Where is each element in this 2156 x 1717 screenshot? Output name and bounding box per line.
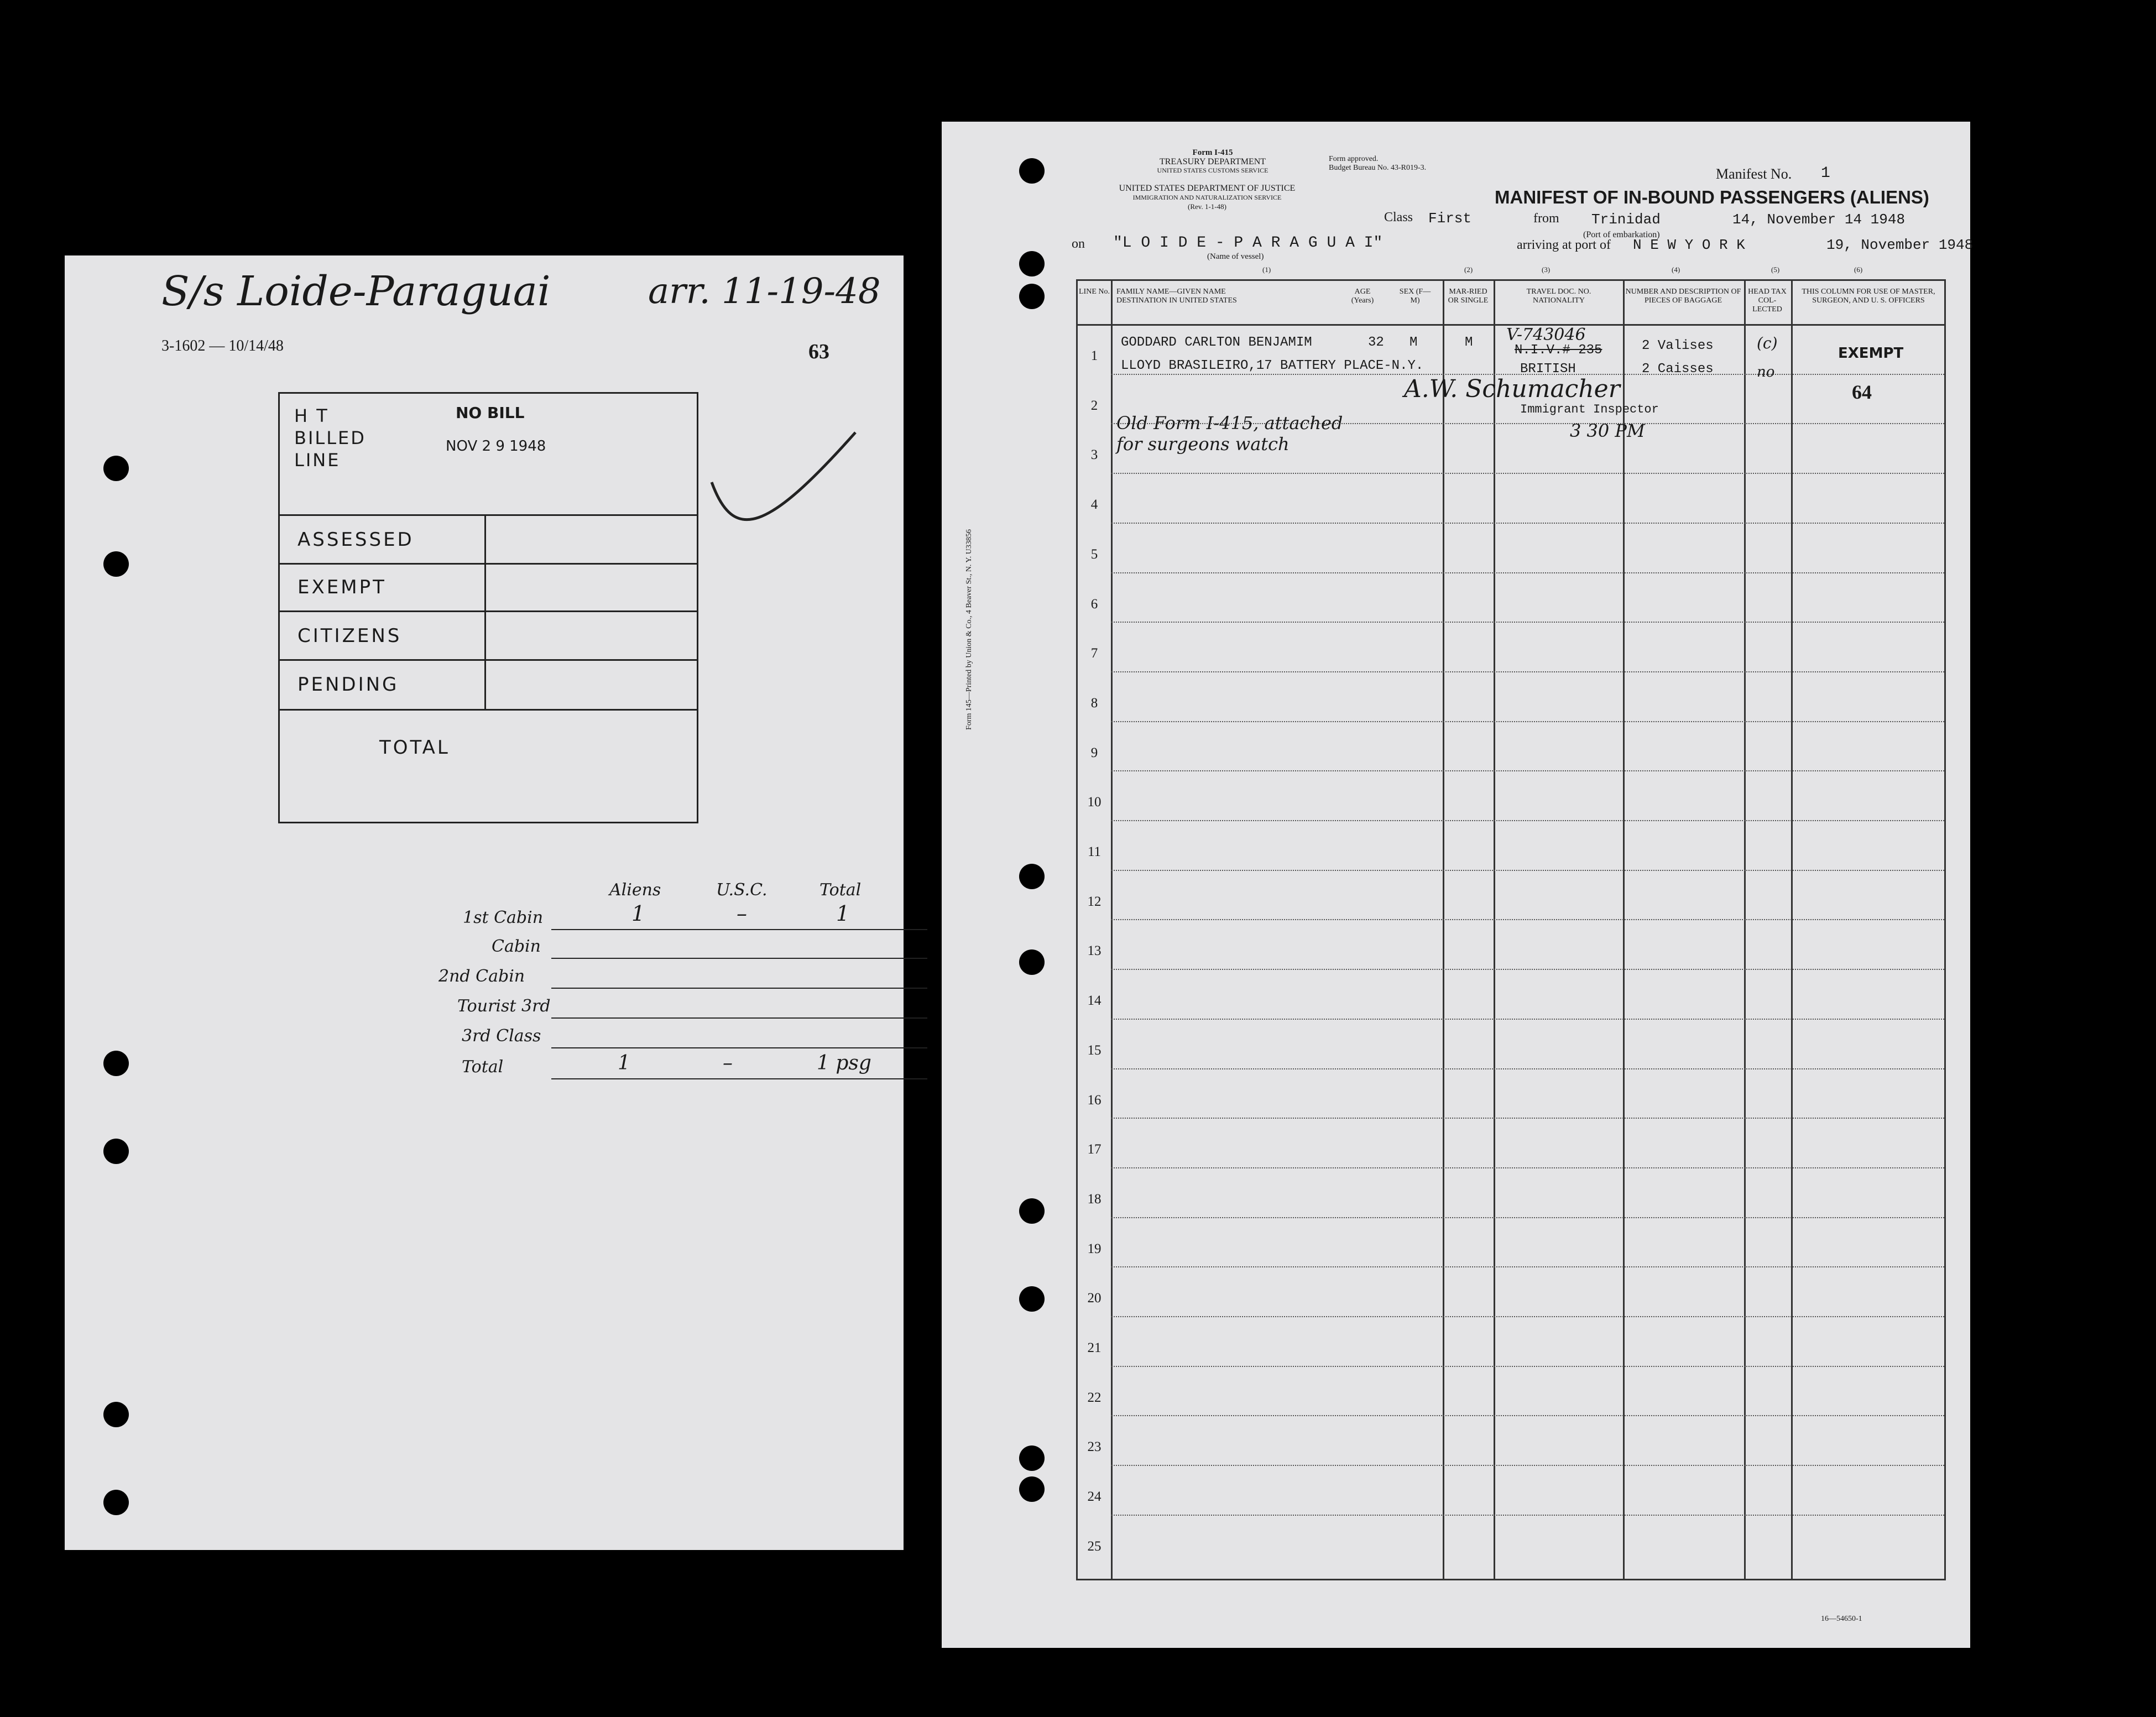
line-number: 13 — [1087, 943, 1102, 959]
embark-date: 14, November 14 1948 — [1732, 211, 1906, 228]
ht-billed-line-label — [294, 405, 366, 471]
row-divider — [1111, 1118, 1944, 1119]
row-divider — [1111, 1167, 1944, 1168]
punch-hole — [1019, 158, 1045, 184]
header-line: LINE No. — [1079, 288, 1110, 296]
ht-label: H T — [294, 405, 329, 426]
side-print: Form 145—Printed by Union & Co., 4 Beaver St., N. Y. U33856 — [965, 529, 973, 730]
total-value: 1 psg — [817, 1052, 871, 1074]
row-divider — [1111, 820, 1944, 821]
form-number: Form I-415 — [1192, 148, 1233, 157]
budget-bureau: Budget Bureau No. 43-R019-3. — [1329, 164, 1427, 172]
header-travel: TRAVEL DOC. NO. NATIONALITY — [1526, 288, 1591, 305]
punch-hole — [103, 1490, 129, 1515]
row-divider — [1111, 770, 1944, 771]
aliens-header: Aliens — [609, 880, 661, 900]
line-number: 4 — [1090, 497, 1098, 513]
row-divider — [1111, 1316, 1944, 1317]
punch-hole — [1019, 1445, 1045, 1471]
note-line-2: for surgeons watch — [1116, 434, 1290, 455]
rev-label: (Rev. 1-1-48) — [1188, 202, 1226, 211]
line-number: 17 — [1087, 1142, 1102, 1157]
time-stamp: 3 30 PM — [1570, 420, 1645, 441]
header-headtax: HEAD TAX COL-LECTED — [1748, 288, 1787, 314]
aliens-value: 1 — [631, 901, 645, 926]
arrival-date: 19, November 1948 — [1826, 237, 1974, 253]
treasury-label: TREASURY DEPARTMENT — [1159, 157, 1266, 166]
justice-label: UNITED STATES DEPARTMENT OF JUSTICE — [1119, 184, 1296, 193]
usc-header: U.S.C. — [716, 880, 768, 900]
line-number: 18 — [1087, 1191, 1102, 1207]
line-number: 1 — [1090, 348, 1098, 363]
citizens-label: CITIZENS — [297, 625, 402, 647]
footer-code: 16—54650-1 — [1821, 1615, 1862, 1623]
from-value: Trinidad — [1591, 211, 1661, 228]
assessed-label: ASSESSED — [297, 529, 414, 551]
line-number: 24 — [1087, 1489, 1102, 1505]
vessel-name: "L O I D E - P A R A G U A I" — [1113, 234, 1383, 252]
row-divider — [1111, 1366, 1944, 1367]
header-baggage: NUMBER AND DESCRIPTION OF PIECES OF BAGGAGE — [1625, 288, 1741, 305]
vessel-caption: (Name of vessel) — [1207, 252, 1264, 261]
line-number: 21 — [1087, 1340, 1102, 1355]
pending-label: PENDING — [297, 674, 399, 696]
col-number: (3) — [1542, 265, 1551, 274]
line-label: LINE — [294, 450, 341, 471]
line-number: 6 — [1090, 596, 1098, 612]
manifest-title: MANIFEST OF IN-BOUND PASSENGERS (ALIENS) — [1495, 187, 1929, 207]
total-header: Total — [819, 880, 862, 900]
row-divider — [1111, 473, 1944, 474]
header-sex: SEX (F—M) — [1399, 288, 1431, 305]
page-reference: 64 — [1852, 381, 1872, 403]
headtax-note: no — [1757, 364, 1775, 380]
inspector-title: Immigrant Inspector — [1520, 403, 1659, 416]
passenger-table — [1076, 279, 1946, 1580]
punch-hole — [103, 456, 129, 481]
row-divider — [1111, 721, 1944, 722]
line-number: 12 — [1087, 894, 1102, 909]
no-bill-stamp: NO BILL — [456, 404, 525, 422]
line-number: 8 — [1090, 695, 1098, 711]
baggage-2: 2 Caisses — [1642, 362, 1714, 377]
summary-card — [65, 255, 904, 1550]
punch-hole — [1019, 1198, 1045, 1224]
col-number: (1) — [1262, 265, 1271, 274]
exempt-label: EXEMPT — [297, 576, 387, 598]
from-label: from — [1533, 211, 1559, 226]
line-number: 5 — [1090, 546, 1098, 562]
row-label: 3rd Class — [462, 1026, 541, 1046]
punch-hole — [1019, 1286, 1045, 1312]
passenger-married: M — [1465, 335, 1473, 350]
line-number: 3 — [1090, 447, 1098, 463]
on-label: on — [1072, 237, 1085, 251]
row-divider — [1111, 969, 1944, 970]
billed-label: BILLED — [294, 427, 366, 448]
total-value: 1 — [836, 901, 850, 926]
row-label: 1st Cabin — [463, 908, 544, 927]
travel-doc-typed: N.I.V.# 235 — [1515, 343, 1602, 358]
punch-hole — [1019, 284, 1045, 309]
passenger-sex: M — [1410, 335, 1418, 350]
col-number: (4) — [1672, 265, 1680, 274]
form-approved: Form approved. — [1329, 155, 1379, 163]
arriving-label: arriving at port of — [1517, 238, 1611, 252]
row-divider — [1111, 1217, 1944, 1218]
punch-hole — [103, 1402, 129, 1427]
arrival-date-handwritten: arr. 11-19-48 — [648, 271, 881, 312]
col-number: (6) — [1854, 265, 1863, 274]
line-number: 22 — [1087, 1390, 1102, 1405]
ship-name-handwritten: S/s Loide-Paraguai — [161, 268, 551, 315]
row-label: 2nd Cabin — [438, 967, 525, 986]
nationality: BRITISH — [1520, 362, 1576, 377]
usc-value: – — [737, 901, 747, 926]
check-mark-icon — [701, 399, 866, 543]
inspector-signature: A.W. Schumacher — [1404, 375, 1620, 403]
arrival-port: N E W Y O R K — [1633, 237, 1745, 253]
line-number: 9 — [1090, 745, 1098, 760]
row-divider — [1111, 572, 1944, 573]
header-name: FAMILY NAME—GIVEN NAME DESTINATION IN UNITED STATES — [1116, 288, 1237, 305]
row-label: Cabin — [492, 937, 541, 956]
row-divider — [1111, 1068, 1944, 1069]
manifest-no: 1 — [1821, 165, 1830, 182]
tally-box — [278, 392, 698, 823]
ins-label: IMMIGRATION AND NATURALIZATION SERVICE — [1132, 194, 1282, 201]
page-number: 63 — [808, 340, 829, 363]
destination: LLOYD BRASILEIRO,17 BATTERY PLACE-N.Y. — [1121, 358, 1424, 373]
punch-hole — [1019, 1476, 1045, 1502]
row-divider — [1111, 671, 1944, 672]
punch-hole — [103, 1051, 129, 1076]
class-label: Class — [1384, 210, 1413, 225]
row-label: Tourist 3rd — [457, 996, 551, 1016]
customs-label: UNITED STATES CUSTOMS SERVICE — [1157, 166, 1268, 174]
line-number: 7 — [1090, 646, 1098, 661]
header-age: AGE (Years) — [1351, 288, 1374, 305]
row-label: Total — [462, 1057, 504, 1077]
punch-hole — [103, 1139, 129, 1164]
aliens-value: 1 — [618, 1052, 630, 1074]
headtax-value: (c) — [1757, 334, 1778, 352]
line-number: 25 — [1087, 1538, 1102, 1554]
line-number: 20 — [1087, 1291, 1102, 1306]
passenger-name: GODDARD CARLTON BENJAMIM — [1121, 335, 1312, 350]
class-value: First — [1428, 210, 1472, 227]
passenger-age: 32 — [1368, 335, 1384, 350]
manifest-sheet — [942, 122, 1974, 1648]
row-divider — [1111, 1515, 1944, 1516]
col-number: (2) — [1464, 265, 1473, 274]
row-divider — [1111, 1415, 1944, 1416]
line-number: 19 — [1087, 1241, 1102, 1256]
date-stamp: NOV 2 9 1948 — [446, 438, 546, 455]
punch-hole — [1019, 949, 1045, 975]
col-number: (5) — [1771, 265, 1780, 274]
row-divider — [1111, 919, 1944, 920]
line-number: 16 — [1087, 1092, 1102, 1108]
punch-hole — [103, 551, 129, 577]
line-number: 23 — [1087, 1439, 1102, 1455]
port-embarkation-caption: (Port of embarkation) — [1583, 230, 1660, 239]
usc-value: – — [723, 1052, 733, 1074]
line-number: 14 — [1087, 993, 1102, 1009]
row-divider — [1111, 1465, 1944, 1466]
line-number: 15 — [1087, 1042, 1102, 1058]
header-married: MAR-RIED OR SINGLE — [1448, 288, 1489, 305]
line-number: 11 — [1087, 844, 1102, 859]
punch-hole — [1019, 864, 1045, 889]
manifest-no-label: Manifest No. — [1716, 166, 1792, 182]
row-divider — [1111, 622, 1944, 623]
file-reference: 3-1602 — 10/14/48 — [161, 337, 284, 354]
total-label: TOTAL — [379, 737, 450, 759]
line-number: 10 — [1087, 795, 1102, 810]
row-divider — [1111, 1266, 1944, 1267]
header-officers: THIS COLUMN FOR USE OF MASTER, SURGEON, AND U. S. OFFICERS — [1802, 288, 1935, 305]
row-divider — [1111, 523, 1944, 524]
note-line-1: Old Form I-415, attached — [1116, 413, 1343, 434]
exempt-stamp: EXEMPT — [1838, 345, 1904, 362]
baggage-1: 2 Valises — [1642, 338, 1714, 353]
punch-hole — [1019, 251, 1045, 276]
line-number: 2 — [1090, 398, 1098, 413]
travel-doc-handwritten: V-743046 — [1506, 325, 1586, 345]
row-divider — [1111, 870, 1944, 871]
row-divider — [1111, 1019, 1944, 1020]
